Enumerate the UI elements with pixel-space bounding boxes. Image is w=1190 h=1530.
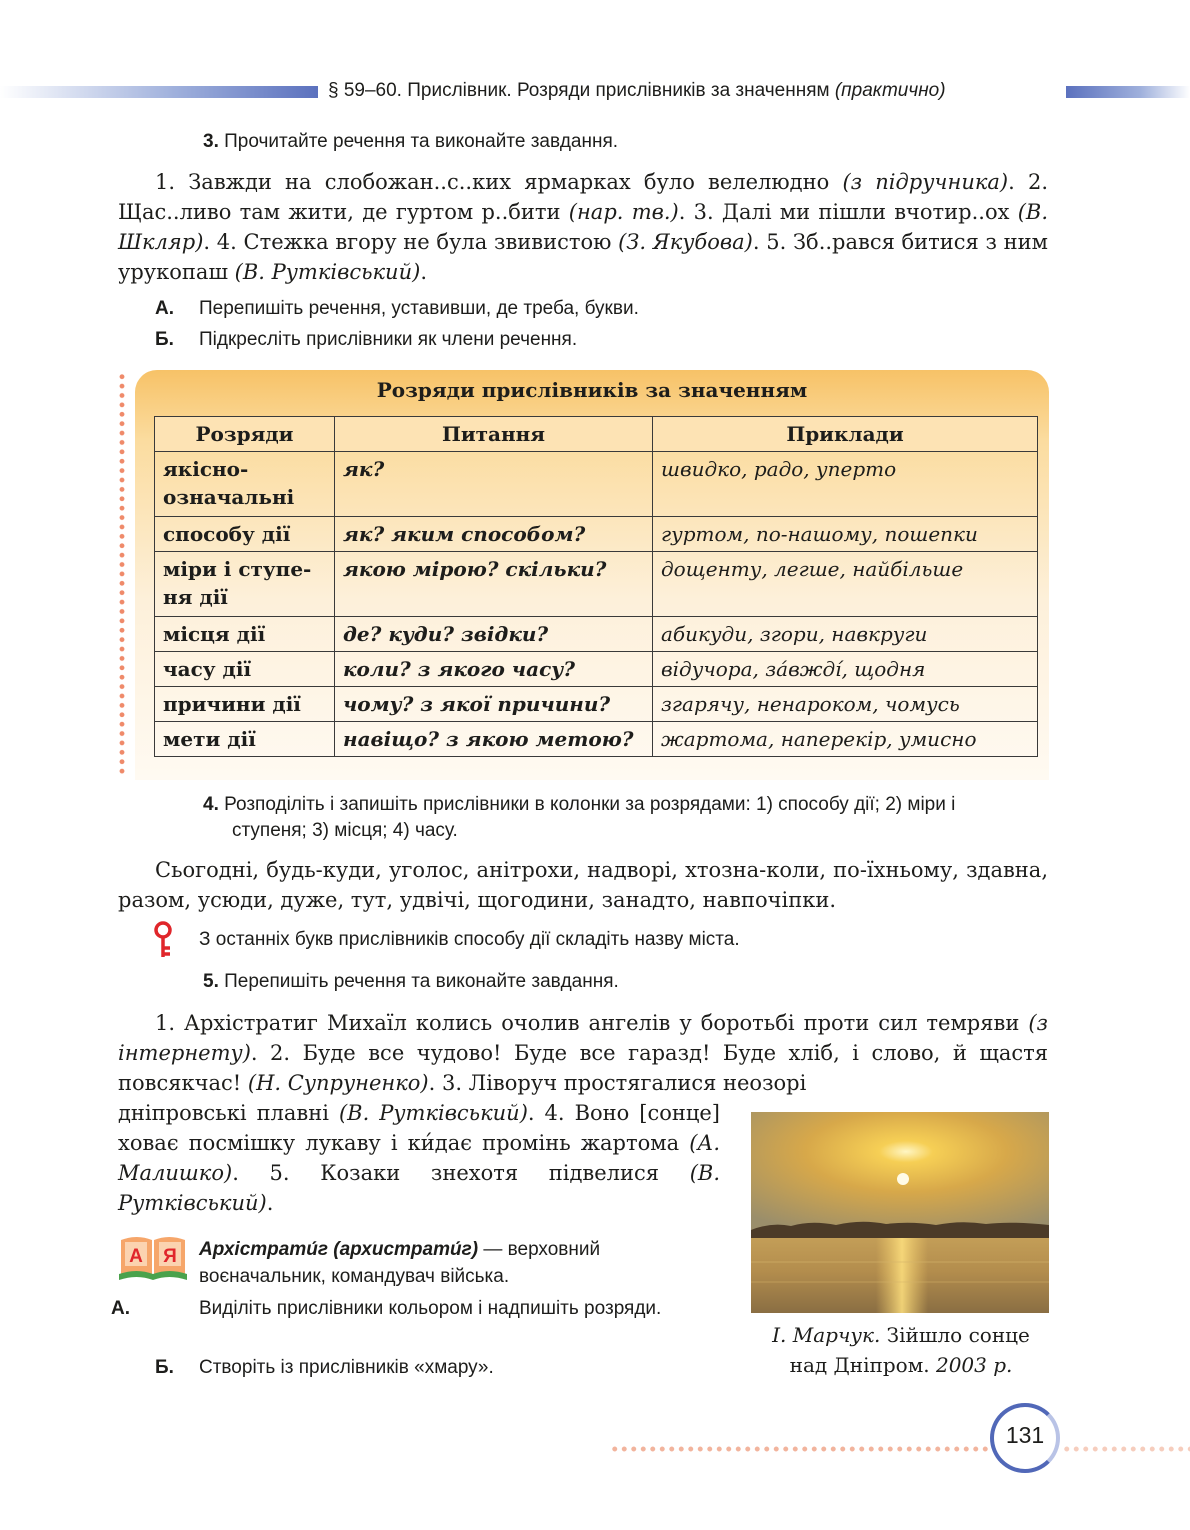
examples-cell: гуртом, по-нашому, пошепки <box>653 517 1038 552</box>
category-cell: місця дії <box>155 617 335 652</box>
table-title: Розряди прислівників за значенням <box>376 378 808 402</box>
table-row <box>155 687 1038 722</box>
question-cell: де? куди? звідки? <box>335 617 653 652</box>
task-instruction: Розподіліть і запишіть прислівники в колонки за розрядами: 1) способу дії; 2) міри і ступеня; 3) місця; 4) часу. <box>224 794 956 841</box>
task-4-heading <box>203 792 1032 844</box>
category-cell: якісно- означальні <box>155 452 335 517</box>
task-number: 5. <box>203 971 219 992</box>
task-4-words: Сьогодні, будь-куди, уголос, анітрохи, надворі, хтозна-коли, по-їхньому, здавна, разом, усюди, дуже, тут, удвічі, щогодини, занадто, навпочіпки. <box>118 858 1048 912</box>
table-row <box>155 452 1038 517</box>
examples-cell: згарячу, ненароком, чомусь <box>653 687 1038 722</box>
header-section: § 59–60. Прислівник. Розряди прислівників за значенням <box>328 80 830 101</box>
footer-dots-left <box>610 1445 990 1453</box>
table-row <box>155 617 1038 652</box>
table-row <box>155 652 1038 687</box>
table-row <box>155 552 1038 617</box>
examples-cell: жартома, наперекір, умисно <box>653 722 1038 757</box>
footer-dots-right <box>1062 1445 1190 1453</box>
table-row <box>155 722 1038 757</box>
examples-cell: відучора, за́вжді́, щодня <box>653 652 1038 687</box>
examples-cell: абикуди, згори, навкруги <box>653 617 1038 652</box>
table-header-row <box>155 417 1038 452</box>
header-note: (практично) <box>834 80 946 101</box>
category-cell: мети дії <box>155 722 335 757</box>
header-bar-right <box>1066 86 1190 98</box>
task-3-heading <box>203 129 618 155</box>
dictionary-term: Архістрати́г (архистрати́г) <box>199 1239 479 1260</box>
header-bar-left <box>0 86 318 98</box>
dictionary-entry <box>199 1236 724 1290</box>
table-header-cell: Розряди <box>155 417 335 452</box>
painting-sunset-over-dnipro <box>751 1112 1049 1313</box>
dotted-margin-line <box>118 372 126 777</box>
question-cell: як? яким способом? <box>335 517 653 552</box>
task-3-sentences: 1. Завжди на слобожан..с..ких ярмарках було велелюдно (з підручника). 2. Щас..ливо там жити, де гуртом р..бити (нар. тв.). 3. Далі ми пішли вчотир..ох (В. Шкляр). 4. Стежка вгору не була звивистою (З. Якубова). 5. Зб..рався битися з ним урукопаш (В. Рутківський). <box>118 170 1049 284</box>
running-header <box>328 80 946 102</box>
task-3-sub-a: А. Перепишіть речення, уставивши, де треба, букви. <box>155 298 639 319</box>
key-hint: З останніх букв прислівників способу дії складіть назву міста. <box>199 929 740 950</box>
task-5-sub-b: Б. Створіть із прислівників «хмару». <box>155 1357 494 1378</box>
caption-author: І. Марчук. <box>772 1323 881 1347</box>
task-number: 3. <box>203 131 219 152</box>
question-cell: коли? з якого часу? <box>335 652 653 687</box>
examples-cell: швидко, радо, уперто <box>653 452 1038 517</box>
page-number: 131 <box>1005 1422 1045 1448</box>
question-cell: чому? з якої причини? <box>335 687 653 722</box>
category-cell: способу дії <box>155 517 335 552</box>
question-cell: навіщо? з якою метою? <box>335 722 653 757</box>
table-header-cell: Приклади <box>653 417 1038 452</box>
question-cell: якою мірою? скільки? <box>335 552 653 617</box>
dict-icon-letter-ya: Я <box>163 1246 177 1267</box>
table-row <box>155 517 1038 552</box>
adverb-categories-table <box>154 416 1038 757</box>
category-cell: міри і ступе- ня дії <box>155 552 335 617</box>
task-5-sentences-top: 1. Архістратиг Михаїл колись очолив ангелів у боротьбі проти сил темряви (з інтернету). 2. Буде все чудово! Буде все гаразд! Буде хліб, і слово, й щастя повсякчас! (Н. Супруненко). 3. Ліворуч простягалися неозорі <box>118 1011 1048 1095</box>
caption-title: Зійшло сонце над Дніпром. <box>789 1323 1030 1377</box>
task-5-sentences-bottom: дніпровські плавні (В. Рутківський). 4. Воно [сонце] ховає посмішку лукаву і ки́дає промінь жартома (А. Малишко). 5. Козаки знехотя підвелися (В. Рутківський). <box>118 1101 720 1215</box>
category-cell: причини дії <box>155 687 335 722</box>
caption-year: 2003 р. <box>935 1353 1013 1377</box>
task-instruction: Прочитайте речення та виконайте завдання. <box>224 131 619 152</box>
task-5-heading <box>203 969 619 995</box>
painting-caption <box>752 1320 1050 1380</box>
table-header-cell: Питання <box>335 417 653 452</box>
category-cell: часу дії <box>155 652 335 687</box>
dictionary-definition: — верховний воєначальник, командувач війська. <box>199 1239 601 1287</box>
dict-icon-letter-a: А <box>129 1246 143 1267</box>
task-number: 4. <box>203 794 219 815</box>
task-5-sub-a: А. Виділіть прислівники кольором і надпишіть розряди. <box>111 1298 662 1319</box>
key-icon <box>150 920 176 960</box>
question-cell: як? <box>335 452 653 517</box>
task-3-sub-b: Б. Підкресліть прислівники як члени речення. <box>155 329 578 350</box>
task-instruction: Перепишіть речення та виконайте завдання. <box>224 971 619 992</box>
examples-cell: дощенту, легше, найбільше <box>653 552 1038 617</box>
dictionary-book-icon <box>117 1230 189 1282</box>
